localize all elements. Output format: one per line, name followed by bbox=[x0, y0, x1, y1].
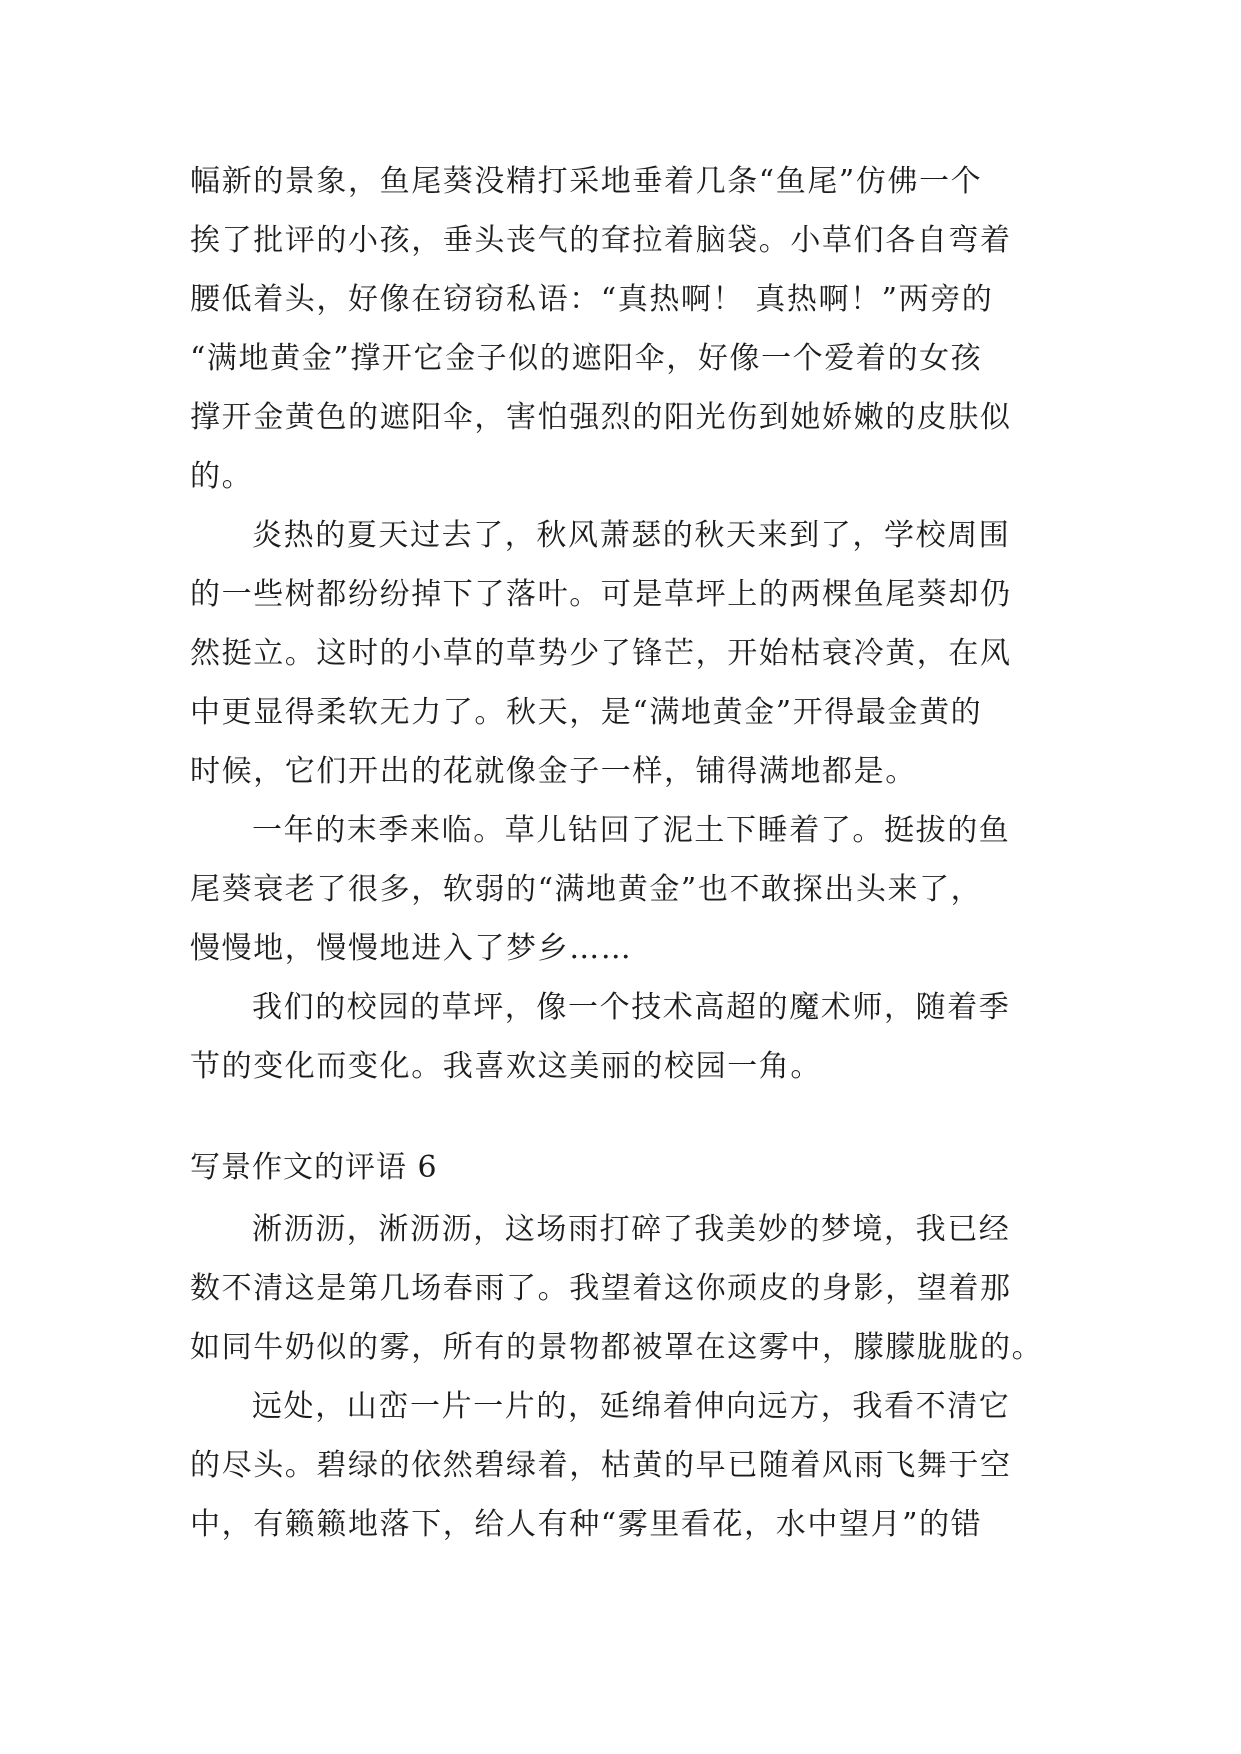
paragraph-3-line-1: 一年的末季来临。草儿钻回了泥土下睡着了。挺拔的鱼 bbox=[252, 813, 1011, 848]
paragraph-5-line-1: 淅沥沥，淅沥沥，这场雨打碎了我美妙的梦境，我已经 bbox=[252, 1212, 1011, 1247]
paragraph-1-line-6: 的。 bbox=[190, 459, 254, 494]
paragraph-2-line-2: 的一些树都纷纷掉下了落叶。可是草坪上的两棵鱼尾葵却仍 bbox=[190, 577, 1012, 612]
paragraph-1-line-1: 幅新的景象，鱼尾葵没精打采地垂着几条“鱼尾”仿佛一个 bbox=[190, 164, 983, 199]
paragraph-3-line-3: 慢慢地，慢慢地进入了梦乡…… bbox=[190, 931, 633, 966]
paragraph-1-line-4: “满地黄金”撑开它金子似的遮阳伞，好像一个爱着的女孩 bbox=[190, 341, 983, 376]
paragraph-2-line-1: 炎热的夏天过去了，秋风萧瑟的秋天来到了，学校周围 bbox=[252, 518, 1011, 553]
paragraph-6-line-1: 远处，山峦一片一片的，延绵着伸向远方，我看不清它 bbox=[252, 1389, 1011, 1424]
paragraph-2-line-3: 然挺立。这时的小草的草势少了锋芒，开始枯衰冷黄，在风 bbox=[190, 636, 1012, 671]
paragraph-6-line-2: 的尽头。碧绿的依然碧绿着，枯黄的早已随着风雨飞舞于空 bbox=[190, 1448, 1012, 1483]
paragraph-1-line-3: 腰低着头，好像在窃窃私语：“真热啊！ 真热啊！”两旁的 bbox=[190, 282, 994, 317]
paragraph-6-line-3: 中，有籁籁地落下，给人有种“雾里看花，水中望月”的错 bbox=[190, 1507, 983, 1542]
paragraph-4-line-2: 节的变化而变化。我喜欢这美丽的校园一角。 bbox=[190, 1049, 822, 1084]
paragraph-1-line-2: 挨了批评的小孩，垂头丧气的耷拉着脑袋。小草们各自弯着 bbox=[190, 223, 1012, 258]
paragraph-3-line-2: 尾葵衰老了很多，软弱的“满地黄金”也不敢探出头来了， bbox=[190, 872, 983, 907]
paragraph-2-line-5: 时候，它们开出的花就像金子一样，铺得满地都是。 bbox=[190, 754, 917, 789]
paragraph-5-line-3: 如同牛奶似的雾，所有的景物都被罩在这雾中，朦朦胧胧的。 bbox=[190, 1330, 1044, 1365]
paragraph-4-line-1: 我们的校园的草坪，像一个技术高超的魔术师，随着季 bbox=[252, 990, 1011, 1025]
paragraph-5-line-2: 数不清这是第几场春雨了。我望着这你顽皮的身影，望着那 bbox=[190, 1271, 1012, 1306]
paragraph-1-line-5: 撑开金黄色的遮阳伞，害怕强烈的阳光伤到她娇嫩的皮肤似 bbox=[190, 400, 1012, 435]
paragraph-2-line-4: 中更显得柔软无力了。秋天，是“满地黄金”开得最金黄的 bbox=[190, 695, 983, 730]
section-title: 写景作文的评语 6 bbox=[190, 1150, 438, 1185]
